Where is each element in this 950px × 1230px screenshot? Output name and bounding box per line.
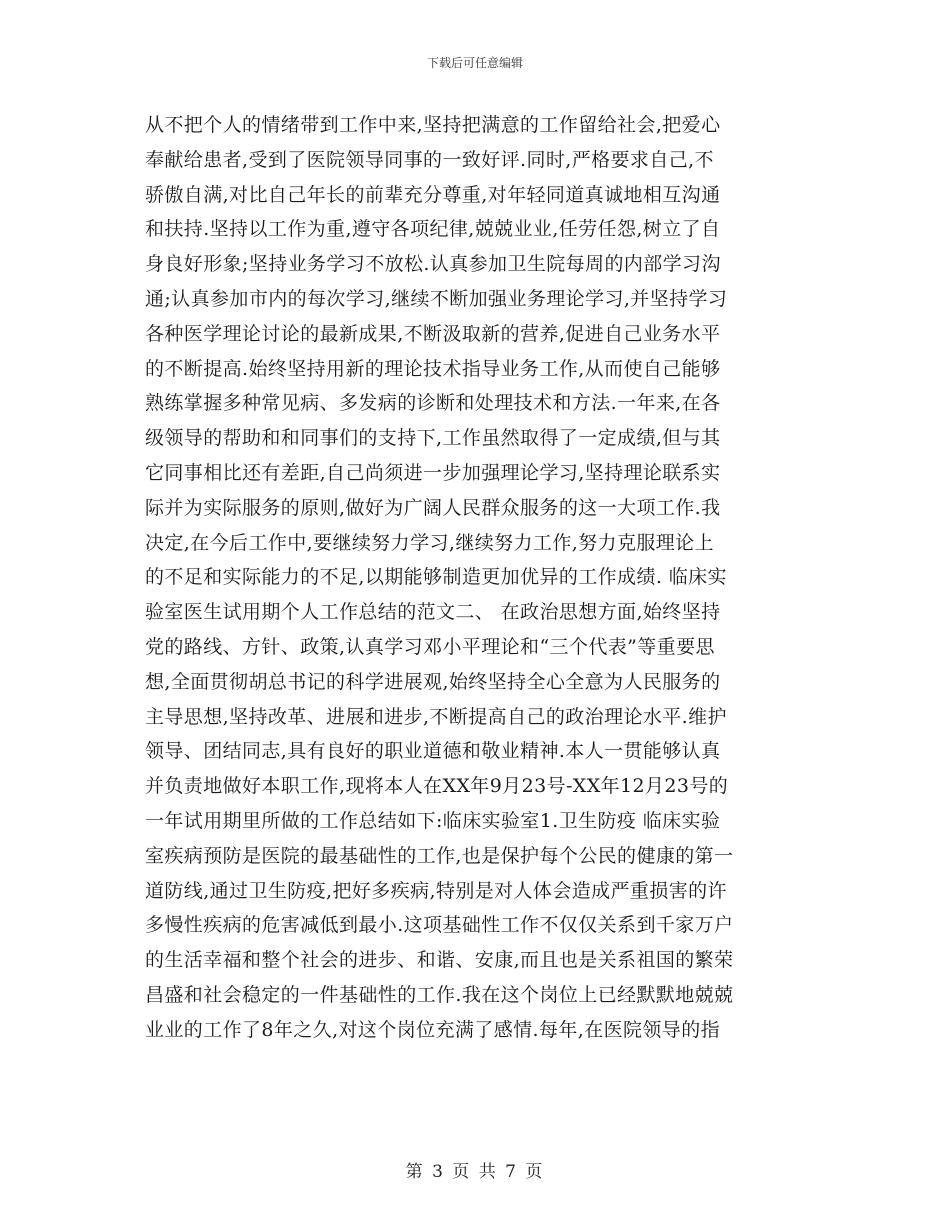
body-line: 的不断提高.始终坚持用新的理论技术指导业务工作,从而使自己能够 [145, 357, 721, 380]
body-line: 和扶持.坚持以工作为重,遵守各项纪律,兢兢业业,任劳任怨,树立了自 [145, 218, 721, 241]
body-line: 一年试用期里所做的工作总结如下:临床实验室1.卫生防疫 临床实验 [145, 809, 721, 832]
body-line: 奉献给患者,受到了医院领导同事的一致好评.同时,严格要求自己,不 [145, 148, 714, 171]
body-line: 的不足和实际能力的不足,以期能够制造更加优异的工作成绩. 临床实 [145, 566, 727, 589]
body-line: 并负责地做好本职工作,现将本人在XX年9月23号-XX年12月23号的 [145, 775, 729, 798]
body-line: 党的路线、方针、政策,认真学习邓小平理论和“三个代表”等重要思 [145, 635, 715, 658]
body-line: 级领导的帮助和和同事们的支持下,工作虽然取得了一定成绩,但与其 [145, 427, 721, 450]
body-line: 领导、团结同志,具有良好的职业道德和敬业精神.本人一贯能够认真 [145, 740, 721, 763]
body-line: 它同事相比还有差距,自己尚须进一步加强理论学习,坚持理论联系实 [145, 461, 721, 484]
body-line: 骄傲自满,对比自己年长的前辈充分尊重,对年轻同道真诚地相互沟通 [145, 183, 721, 206]
body-line: 际并为实际服务的原则,做好为广阔人民群众服务的这一大项工作.我 [145, 496, 721, 519]
body-line: 多慢性疾病的危害减低到最小.这项基础性工作不仅仅关系到千家万户 [145, 914, 734, 937]
document-body [145, 108, 805, 1048]
body-line: 的生活幸福和整个社会的进步、和谐、安康,而且也是关系祖国的繁荣 [145, 949, 734, 972]
body-line: 业业的工作了8年之久,对这个岗位充满了感情.每年,在医院领导的指 [145, 1018, 721, 1041]
body-line: 通;认真参加市内的每次学习,继续不断加强业务理论学习,并坚持学习 [145, 287, 728, 310]
body-line: 决定,在今后工作中,要继续努力学习,继续努力工作,努力克服理论上 [145, 531, 714, 554]
body-line: 昌盛和社会稳定的一件基础性的工作.我在这个岗位上已经默默地兢兢 [145, 983, 734, 1006]
page-header-note: 下载后可任意编辑 [426, 56, 523, 70]
body-line: 道防线,通过卫生防疫,把好多疾病,特别是对人体会造成严重损害的许 [145, 879, 727, 902]
body-line: 主导思想,坚持改革、进展和进步,不断提高自己的政治理论水平.维护 [145, 705, 727, 728]
body-line: 各种医学理论讨论的最新成果,不断汲取新的营养,促进自己业务水平 [145, 322, 721, 345]
body-line: 熟练掌握多种常见病、多发病的诊断和处理技术和方法.一年来,在各 [145, 392, 721, 415]
body-line: 从不把个人的情绪带到工作中来,坚持把满意的工作留给社会,把爱心 [145, 114, 721, 136]
body-line: 室疾病预防是医院的最基础性的工作,也是保护每个公民的健康的第一 [145, 844, 734, 867]
page-number-footer: 第 3 页 共 7 页 [405, 1162, 545, 1182]
body-line: 身良好形象;坚持业务学习不放松.认真参加卫生院每周的内部学习沟 [145, 253, 721, 276]
body-line: 想,全面贯彻胡总书记的科学进展观,始终坚持全心全意为人民服务的 [145, 670, 721, 693]
body-line: 验室医生试用期个人工作总结的范文二、 在政治思想方面,始终坚持 [145, 601, 721, 624]
